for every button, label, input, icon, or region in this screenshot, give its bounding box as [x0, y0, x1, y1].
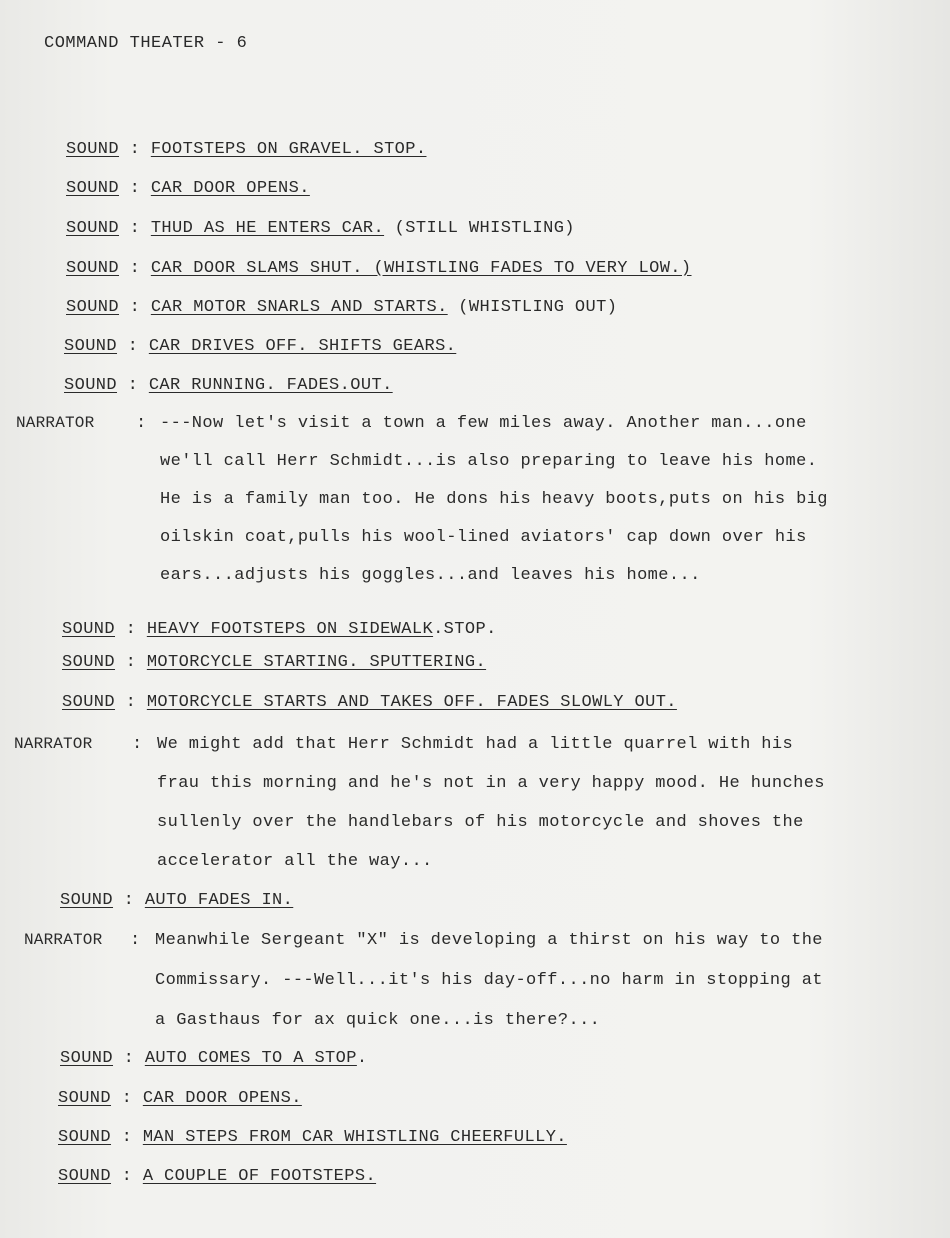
- cue-separator: :: [111, 1089, 143, 1108]
- sound-cue-label: SOUND: [62, 620, 116, 639]
- sound-cue: [62, 619, 497, 641]
- sound-cue-label: SOUND: [58, 1167, 112, 1186]
- sound-cue-label: SOUND: [66, 140, 120, 159]
- sound-cue-text: THUD AS HE ENTERS CAR.: [150, 219, 385, 238]
- sound-cue-note: (WHISTLING OUT): [447, 298, 618, 317]
- cue-separator: :: [111, 1167, 143, 1186]
- cue-separator: :: [115, 693, 147, 712]
- cue-separator: :: [119, 298, 151, 317]
- sound-cue-text: CAR DOOR OPENS.: [142, 1089, 302, 1108]
- narrator-line: we'll call Herr Schmidt...is also preparing to leave his home.: [160, 452, 818, 471]
- sound-cue-text: MOTORCYCLE STARTING. SPUTTERING.: [146, 653, 487, 672]
- sound-cue-note: (STILL WHISTLING): [384, 219, 575, 238]
- sound-cue-label: SOUND: [66, 179, 120, 198]
- narrator-line: ears...adjusts his goggles...and leaves his home...: [160, 566, 701, 585]
- sound-cue-text: CAR DOOR OPENS.: [150, 179, 310, 198]
- sound-cue-label: SOUND: [62, 693, 116, 712]
- sound-cue-label: SOUND: [58, 1128, 112, 1147]
- sound-cue-text: CAR RUNNING. FADES.OUT.: [148, 376, 393, 395]
- sound-cue-text: MOTORCYCLE STARTS AND TAKES OFF. FADES SLOWLY OUT.: [146, 693, 677, 712]
- narrator-line: Meanwhile Sergeant "X" is developing a thirst on his way to the: [155, 931, 823, 950]
- cue-separator: :: [113, 891, 145, 910]
- cue-separator: :: [119, 179, 151, 198]
- sound-cue: [58, 1088, 302, 1110]
- sound-cue: [58, 1127, 567, 1149]
- speaker-colon: :: [130, 931, 141, 950]
- cue-separator: :: [119, 259, 151, 278]
- cue-separator: :: [119, 140, 151, 159]
- narrator-line: a Gasthaus for ax quick one...is there?...: [155, 1011, 601, 1030]
- cue-separator: :: [115, 620, 147, 639]
- sound-cue: [60, 890, 293, 912]
- narrator-line: oilskin coat,pulls his wool-lined aviators' cap down over his: [160, 528, 807, 547]
- sound-cue-text: CAR MOTOR SNARLS AND STARTS.: [150, 298, 448, 317]
- sound-cue-label: SOUND: [60, 891, 114, 910]
- sound-cue-text: FOOTSTEPS ON GRAVEL. STOP.: [150, 140, 427, 159]
- sound-cue-text: HEAVY FOOTSTEPS ON SIDEWALK: [146, 620, 434, 639]
- sound-cue-text: A COUPLE OF FOOTSTEPS.: [142, 1167, 377, 1186]
- narrator-line: We might add that Herr Schmidt had a little quarrel with his: [157, 735, 794, 754]
- sound-cue-label: SOUND: [58, 1089, 112, 1108]
- sound-cue: [64, 375, 393, 397]
- speaker-colon: :: [136, 414, 147, 433]
- cue-separator: :: [117, 376, 149, 395]
- sound-cue-label: SOUND: [64, 376, 118, 395]
- cue-separator: :: [115, 653, 147, 672]
- page-header: COMMAND THEATER - 6: [44, 34, 248, 53]
- narrator-line: sullenly over the handlebars of his motorcycle and shoves the: [157, 813, 804, 832]
- sound-cue: [66, 297, 617, 319]
- sound-cue-label: SOUND: [66, 259, 120, 278]
- narrator-label: NARRATOR: [16, 414, 95, 432]
- sound-cue: [62, 692, 677, 714]
- sound-cue-label: SOUND: [66, 219, 120, 238]
- sound-cue-label: SOUND: [62, 653, 116, 672]
- cue-separator: :: [117, 337, 149, 356]
- sound-cue-note: .: [356, 1049, 368, 1068]
- sound-cue-text: AUTO COMES TO A STOP: [144, 1049, 357, 1068]
- cue-separator: :: [111, 1128, 143, 1147]
- narrator-line: accelerator all the way...: [157, 852, 433, 871]
- sound-cue-text: MAN STEPS FROM CAR WHISTLING CHEERFULLY.: [142, 1128, 567, 1147]
- speaker-colon: :: [132, 735, 143, 754]
- sound-cue: [66, 258, 692, 280]
- sound-cue-label: SOUND: [66, 298, 120, 317]
- sound-cue: [64, 336, 456, 358]
- sound-cue-text: CAR DOOR SLAMS SHUT. (WHISTLING FADES TO VERY LOW.): [150, 259, 692, 278]
- sound-cue-text: AUTO FADES IN.: [144, 891, 294, 910]
- narrator-line: He is a family man too. He dons his heavy boots,puts on his big: [160, 490, 828, 509]
- narrator-line: Commissary. ---Well...it's his day-off...no harm in stopping at: [155, 971, 823, 990]
- sound-cue: [60, 1048, 367, 1070]
- sound-cue: [66, 218, 575, 240]
- sound-cue-label: SOUND: [60, 1049, 114, 1068]
- cue-separator: :: [113, 1049, 145, 1068]
- narrator-line: frau this morning and he's not in a very happy mood. He hunches: [157, 774, 825, 793]
- sound-cue: [62, 652, 486, 674]
- narrator-line: ---Now let's visit a town a few miles away. Another man...one: [160, 414, 807, 433]
- cue-separator: :: [119, 219, 151, 238]
- sound-cue-label: SOUND: [64, 337, 118, 356]
- sound-cue-note: .STOP.: [433, 620, 497, 639]
- sound-cue-text: CAR DRIVES OFF. SHIFTS GEARS.: [148, 337, 457, 356]
- narrator-label: NARRATOR: [14, 735, 93, 753]
- sound-cue: [66, 139, 426, 161]
- sound-cue: [58, 1166, 376, 1188]
- sound-cue: [66, 178, 310, 200]
- narrator-label: NARRATOR: [24, 931, 103, 949]
